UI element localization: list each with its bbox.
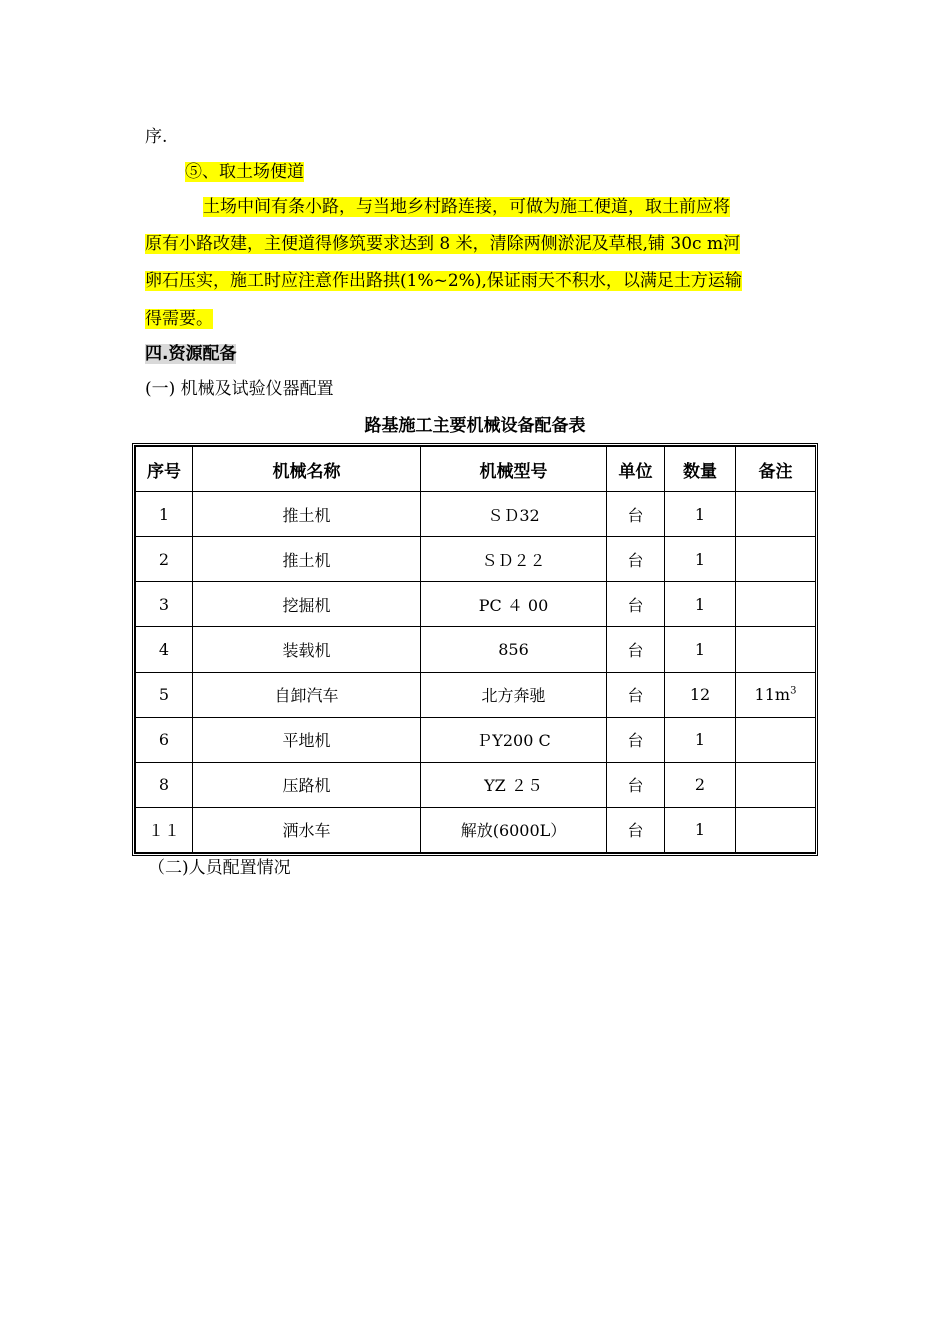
cell-unit: 台 <box>607 762 665 807</box>
cell-quantity: 1 <box>665 627 736 672</box>
cell-remark <box>736 717 816 762</box>
cell-quantity: 2 <box>665 762 736 807</box>
cell-model: 解放(6000L） <box>421 807 607 852</box>
cell-unit: 台 <box>607 717 665 762</box>
cell-model: ＳＤ２２ <box>421 537 607 582</box>
table-row <box>136 672 816 717</box>
cell-quantity: 1 <box>665 537 736 582</box>
subheading-borrow-pit-road <box>185 161 304 183</box>
cell-name: 推土机 <box>193 537 421 582</box>
cell-remark <box>736 807 816 852</box>
body-line-2 <box>145 233 740 255</box>
table-row <box>136 762 816 807</box>
paragraph-end-text: 序. <box>145 127 168 147</box>
cell-model: 856 <box>421 627 607 672</box>
cell-unit: 台 <box>607 672 665 717</box>
cell-name: 装载机 <box>193 627 421 672</box>
cell-index: 4 <box>136 627 193 672</box>
cell-index: 3 <box>136 582 193 627</box>
cell-unit: 台 <box>607 807 665 852</box>
section-heading-resources <box>145 343 236 365</box>
cell-remark <box>736 762 816 807</box>
cell-unit: 台 <box>607 537 665 582</box>
table-row <box>136 537 816 582</box>
col-header-quantity: 数量 <box>665 447 736 492</box>
cell-index: 1 <box>136 492 193 537</box>
cell-name: 推土机 <box>193 492 421 537</box>
subsection-machinery: (一) 机械及试验仪器配置 <box>145 379 334 399</box>
section-heading-text: 四.资源配备 <box>145 344 237 364</box>
body-line-3 <box>145 270 742 292</box>
table-row <box>136 582 816 627</box>
cell-model: 北方奔驰 <box>421 672 607 717</box>
cell-model: ＰY200 C <box>421 717 607 762</box>
remark-volume: 11m <box>754 685 791 705</box>
table-title: 路基施工主要机械设备配备表 <box>364 416 586 436</box>
cell-index: 6 <box>136 717 193 762</box>
cell-remark <box>736 537 816 582</box>
table-row <box>136 717 816 762</box>
subsection-personnel: （二)人员配置情况 <box>148 858 291 878</box>
cell-name: 挖掘机 <box>193 582 421 627</box>
cell-remark <box>736 672 816 717</box>
cell-quantity: 12 <box>665 672 736 717</box>
cell-remark <box>736 492 816 537</box>
table-header-row <box>136 447 816 492</box>
cell-model: ＳＤ32 <box>421 492 607 537</box>
cell-name: 自卸汽车 <box>193 672 421 717</box>
col-header-model: 机械型号 <box>421 447 607 492</box>
cell-model: PC ４ 00 <box>421 582 607 627</box>
cell-index: 8 <box>136 762 193 807</box>
cell-quantity: 1 <box>665 492 736 537</box>
col-header-name: 机械名称 <box>193 447 421 492</box>
cell-quantity: 1 <box>665 807 736 852</box>
body-line-2-text: 原有小路改建，主便道得修筑要求达到 8 米，清除两侧淤泥及草根,铺 30c m河 <box>145 234 741 254</box>
cell-quantity: 1 <box>665 717 736 762</box>
cell-remark <box>736 627 816 672</box>
body-line-3-text: 卵石压实，施工时应注意作出路拱(1%~2%),保证雨天不积水，以满足土方运输 <box>145 271 742 291</box>
body-line-4 <box>145 308 213 330</box>
equipment-table-frame <box>132 443 818 856</box>
cell-unit: 台 <box>607 492 665 537</box>
cell-model: YZ ２５ <box>421 762 607 807</box>
remark-superscript: 3 <box>790 685 797 697</box>
cell-index: 2 <box>136 537 193 582</box>
cell-unit: 台 <box>607 627 665 672</box>
cell-name: 洒水车 <box>193 807 421 852</box>
cell-index: １１ <box>136 807 193 852</box>
cell-quantity: 1 <box>665 582 736 627</box>
col-header-remark: 备注 <box>736 447 816 492</box>
table-row <box>136 627 816 672</box>
cell-name: 平地机 <box>193 717 421 762</box>
cell-unit: 台 <box>607 582 665 627</box>
equipment-table <box>135 446 816 853</box>
body-line-4-text: 得需要。 <box>145 309 213 329</box>
cell-index: 5 <box>136 672 193 717</box>
col-header-unit: 单位 <box>607 447 665 492</box>
cell-name: 压路机 <box>193 762 421 807</box>
body-line-1 <box>203 196 730 218</box>
col-header-index: 序号 <box>136 447 193 492</box>
table-row <box>136 807 816 852</box>
table-row <box>136 492 816 537</box>
body-line-1-text: 土场中间有条小路，与当地乡村路连接，可做为施工便道，取土前应将 <box>203 197 730 217</box>
subheading-text: ⑤、取土场便道 <box>185 162 304 182</box>
cell-remark <box>736 582 816 627</box>
